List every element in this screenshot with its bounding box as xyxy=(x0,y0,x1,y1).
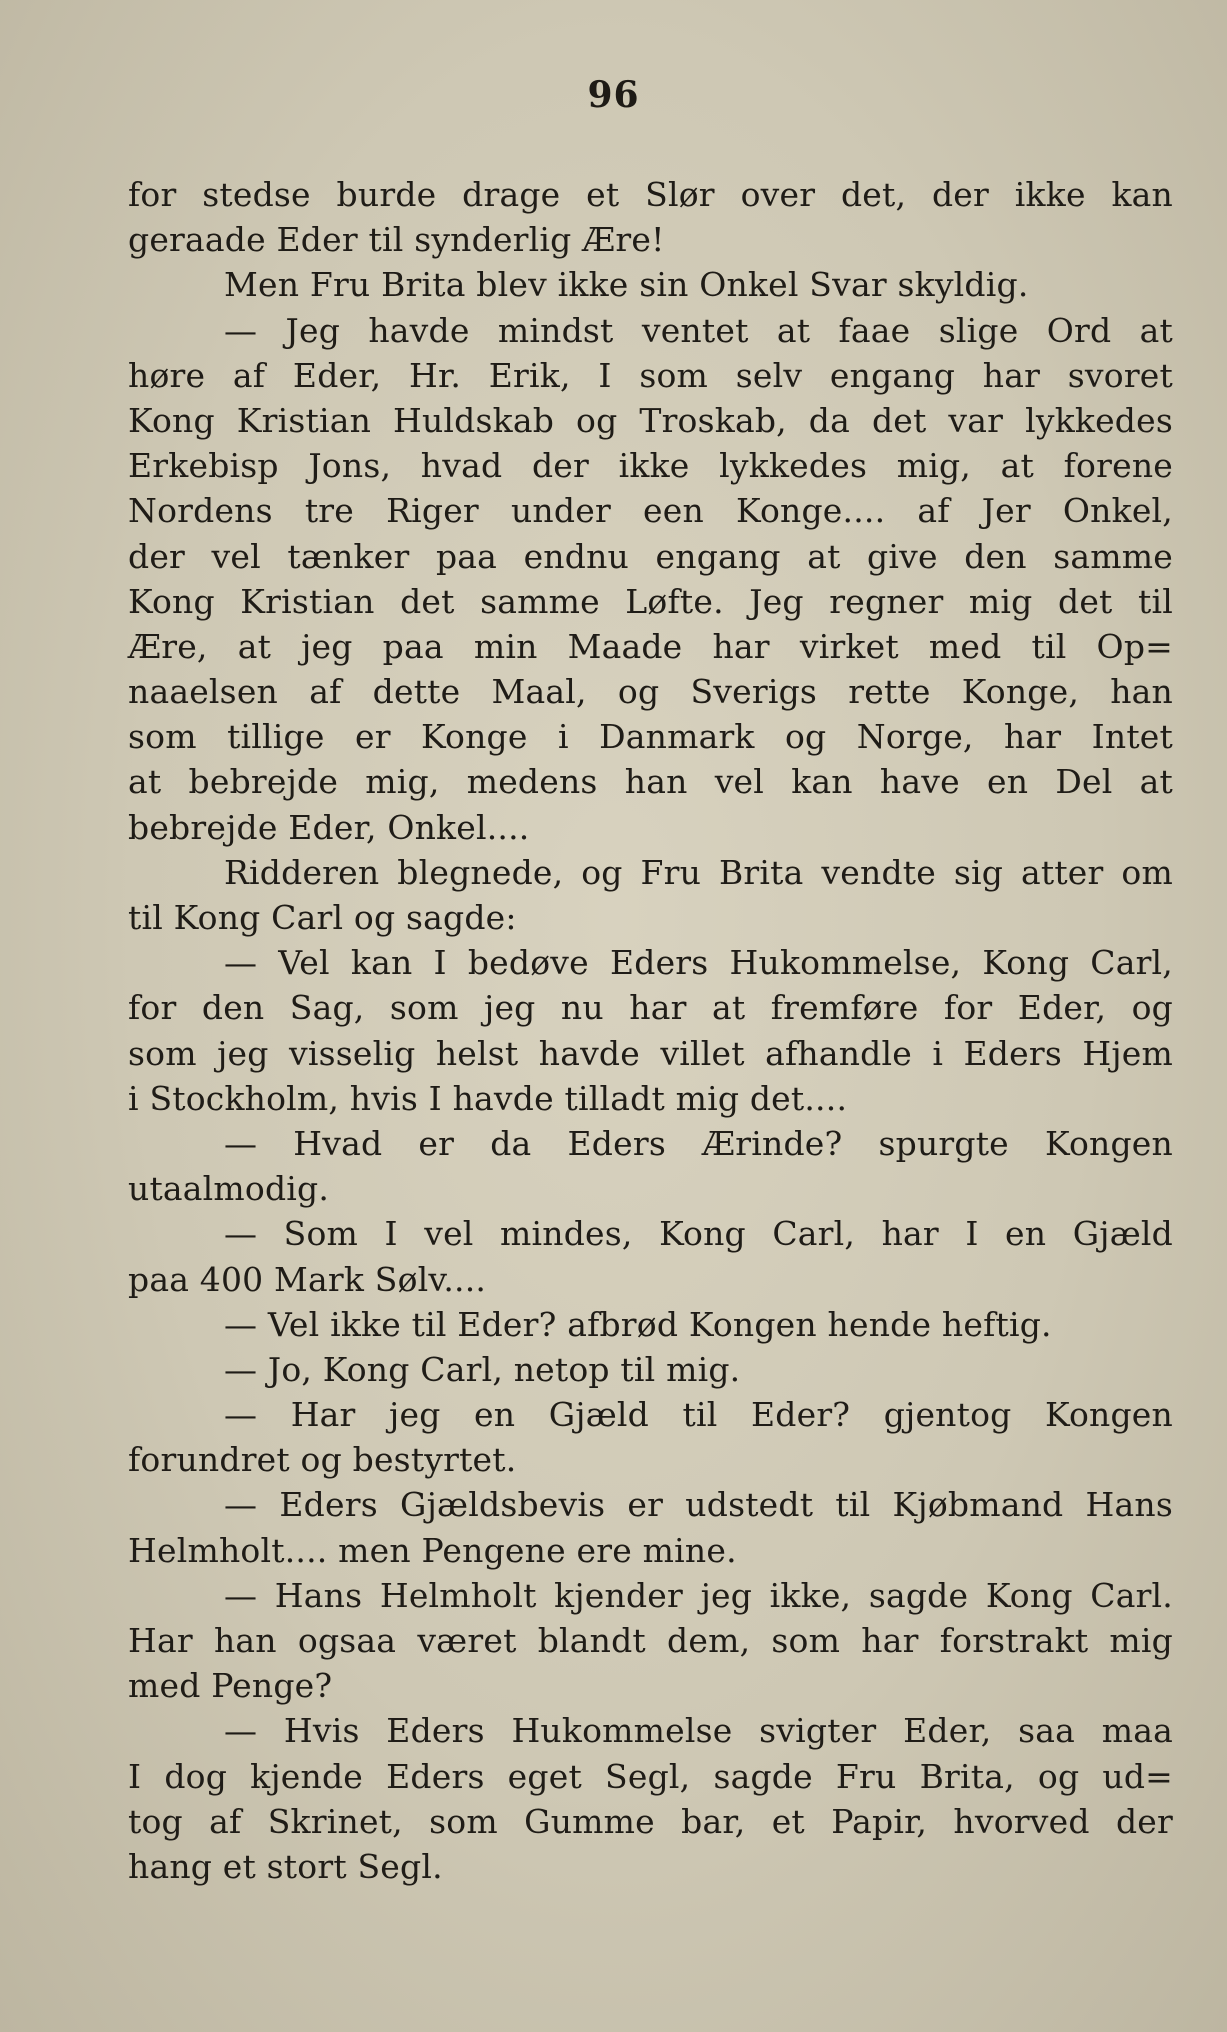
text-line: Kong Kristian det samme Løfte. Jeg regner mig det til xyxy=(128,581,1173,621)
text-line: — Har jeg en Gjæld til Eder? gjentog Kongen xyxy=(224,1395,1173,1435)
text-line: Kong Kristian Huldskab og Troskab, da det var lykkedes xyxy=(128,400,1173,440)
text-line: — Hvis Eders Hukommelse svigter Eder, saa maa xyxy=(224,1711,1173,1751)
text-line: Nordens tre Riger under een Konge.... af Jer Onkel, xyxy=(128,491,1173,531)
text-line: forundret og bestyrtet. xyxy=(128,1440,517,1480)
text-line: naaelsen af dette Maal, og Sverigs rette Konge, han xyxy=(128,672,1173,712)
text-line: bebrejde Eder, Onkel.... xyxy=(128,807,530,847)
text-line: Ridderen blegnede, og Fru Brita vendte sig atter om xyxy=(224,852,1173,892)
text-line: — Hvad er da Eders Ærinde? spurgte Kongen xyxy=(224,1123,1173,1163)
text-line: til Kong Carl og sagde: xyxy=(128,898,517,937)
page-number: 96 xyxy=(587,74,640,116)
text-line: — Eders Gjældsbevis er udstedt til Kjøbmand Hans xyxy=(224,1485,1173,1525)
text-line: I dog kjende Eders eget Segl, sagde Fru Brita, og ud= xyxy=(128,1756,1173,1796)
text-line: som jeg visselig helst havde villet afhandle i Eders Hjem xyxy=(128,1033,1173,1073)
text-line: — Vel kan I bedøve Eders Hukommelse, Kong Carl, xyxy=(224,943,1173,983)
text-line: paa 400 Mark Sølv.... xyxy=(128,1259,487,1299)
text-line: Erkebisp Jons, hvad der ikke lykkedes mig, at forene xyxy=(128,446,1173,486)
text-line: — Som I vel mindes, Kong Carl, har I en Gjæld xyxy=(224,1214,1173,1254)
text-line: — Vel ikke til Eder? afbrød Kongen hende heftig. xyxy=(224,1304,1052,1344)
text-line: med Penge? xyxy=(128,1666,333,1706)
text-line: utaalmodig. xyxy=(128,1169,330,1209)
text-line: for den Sag, som jeg nu har at fremføre for Eder, og xyxy=(128,988,1173,1028)
text-line: Men Fru Brita blev ikke sin Onkel Svar skyldig. xyxy=(224,265,1029,305)
text-line: Ære, at jeg paa min Maade har virket med til Op= xyxy=(128,626,1173,666)
text-line: at bebrejde mig, medens han vel kan have en Del at xyxy=(128,762,1173,802)
text-line: for stedse burde drage et Slør over det, der ikke kan xyxy=(128,175,1173,214)
text-line: høre af Eder, Hr. Erik, I som selv engang har svoret xyxy=(128,355,1173,395)
text-line: — Jeg havde mindst ventet at faae slige Ord at xyxy=(224,310,1173,350)
text-line: geraade Eder til synderlig Ære! xyxy=(128,220,665,260)
body-text xyxy=(128,172,1173,1889)
text-line: Helmholt.... men Pengene ere mine. xyxy=(128,1530,737,1570)
text-line: — Jo, Kong Carl, netop til mig. xyxy=(224,1349,741,1389)
text-line: hang et stort Segl. xyxy=(128,1846,443,1886)
text-line: som tillige er Konge i Danmark og Norge, har Intet xyxy=(128,717,1173,757)
text-line: Har han ogsaa været blandt dem, som har forstrakt mig xyxy=(128,1621,1173,1660)
text-line: i Stockholm, hvis I havde tilladt mig det.... xyxy=(128,1078,848,1118)
text-line: tog af Skrinet, som Gumme bar, et Papir, hvorved der xyxy=(128,1801,1173,1841)
text-line: der vel tænker paa endnu engang at give den samme xyxy=(128,536,1173,576)
text-line: — Hans Helmholt kjender jeg ikke, sagde Kong Carl. xyxy=(224,1575,1173,1615)
